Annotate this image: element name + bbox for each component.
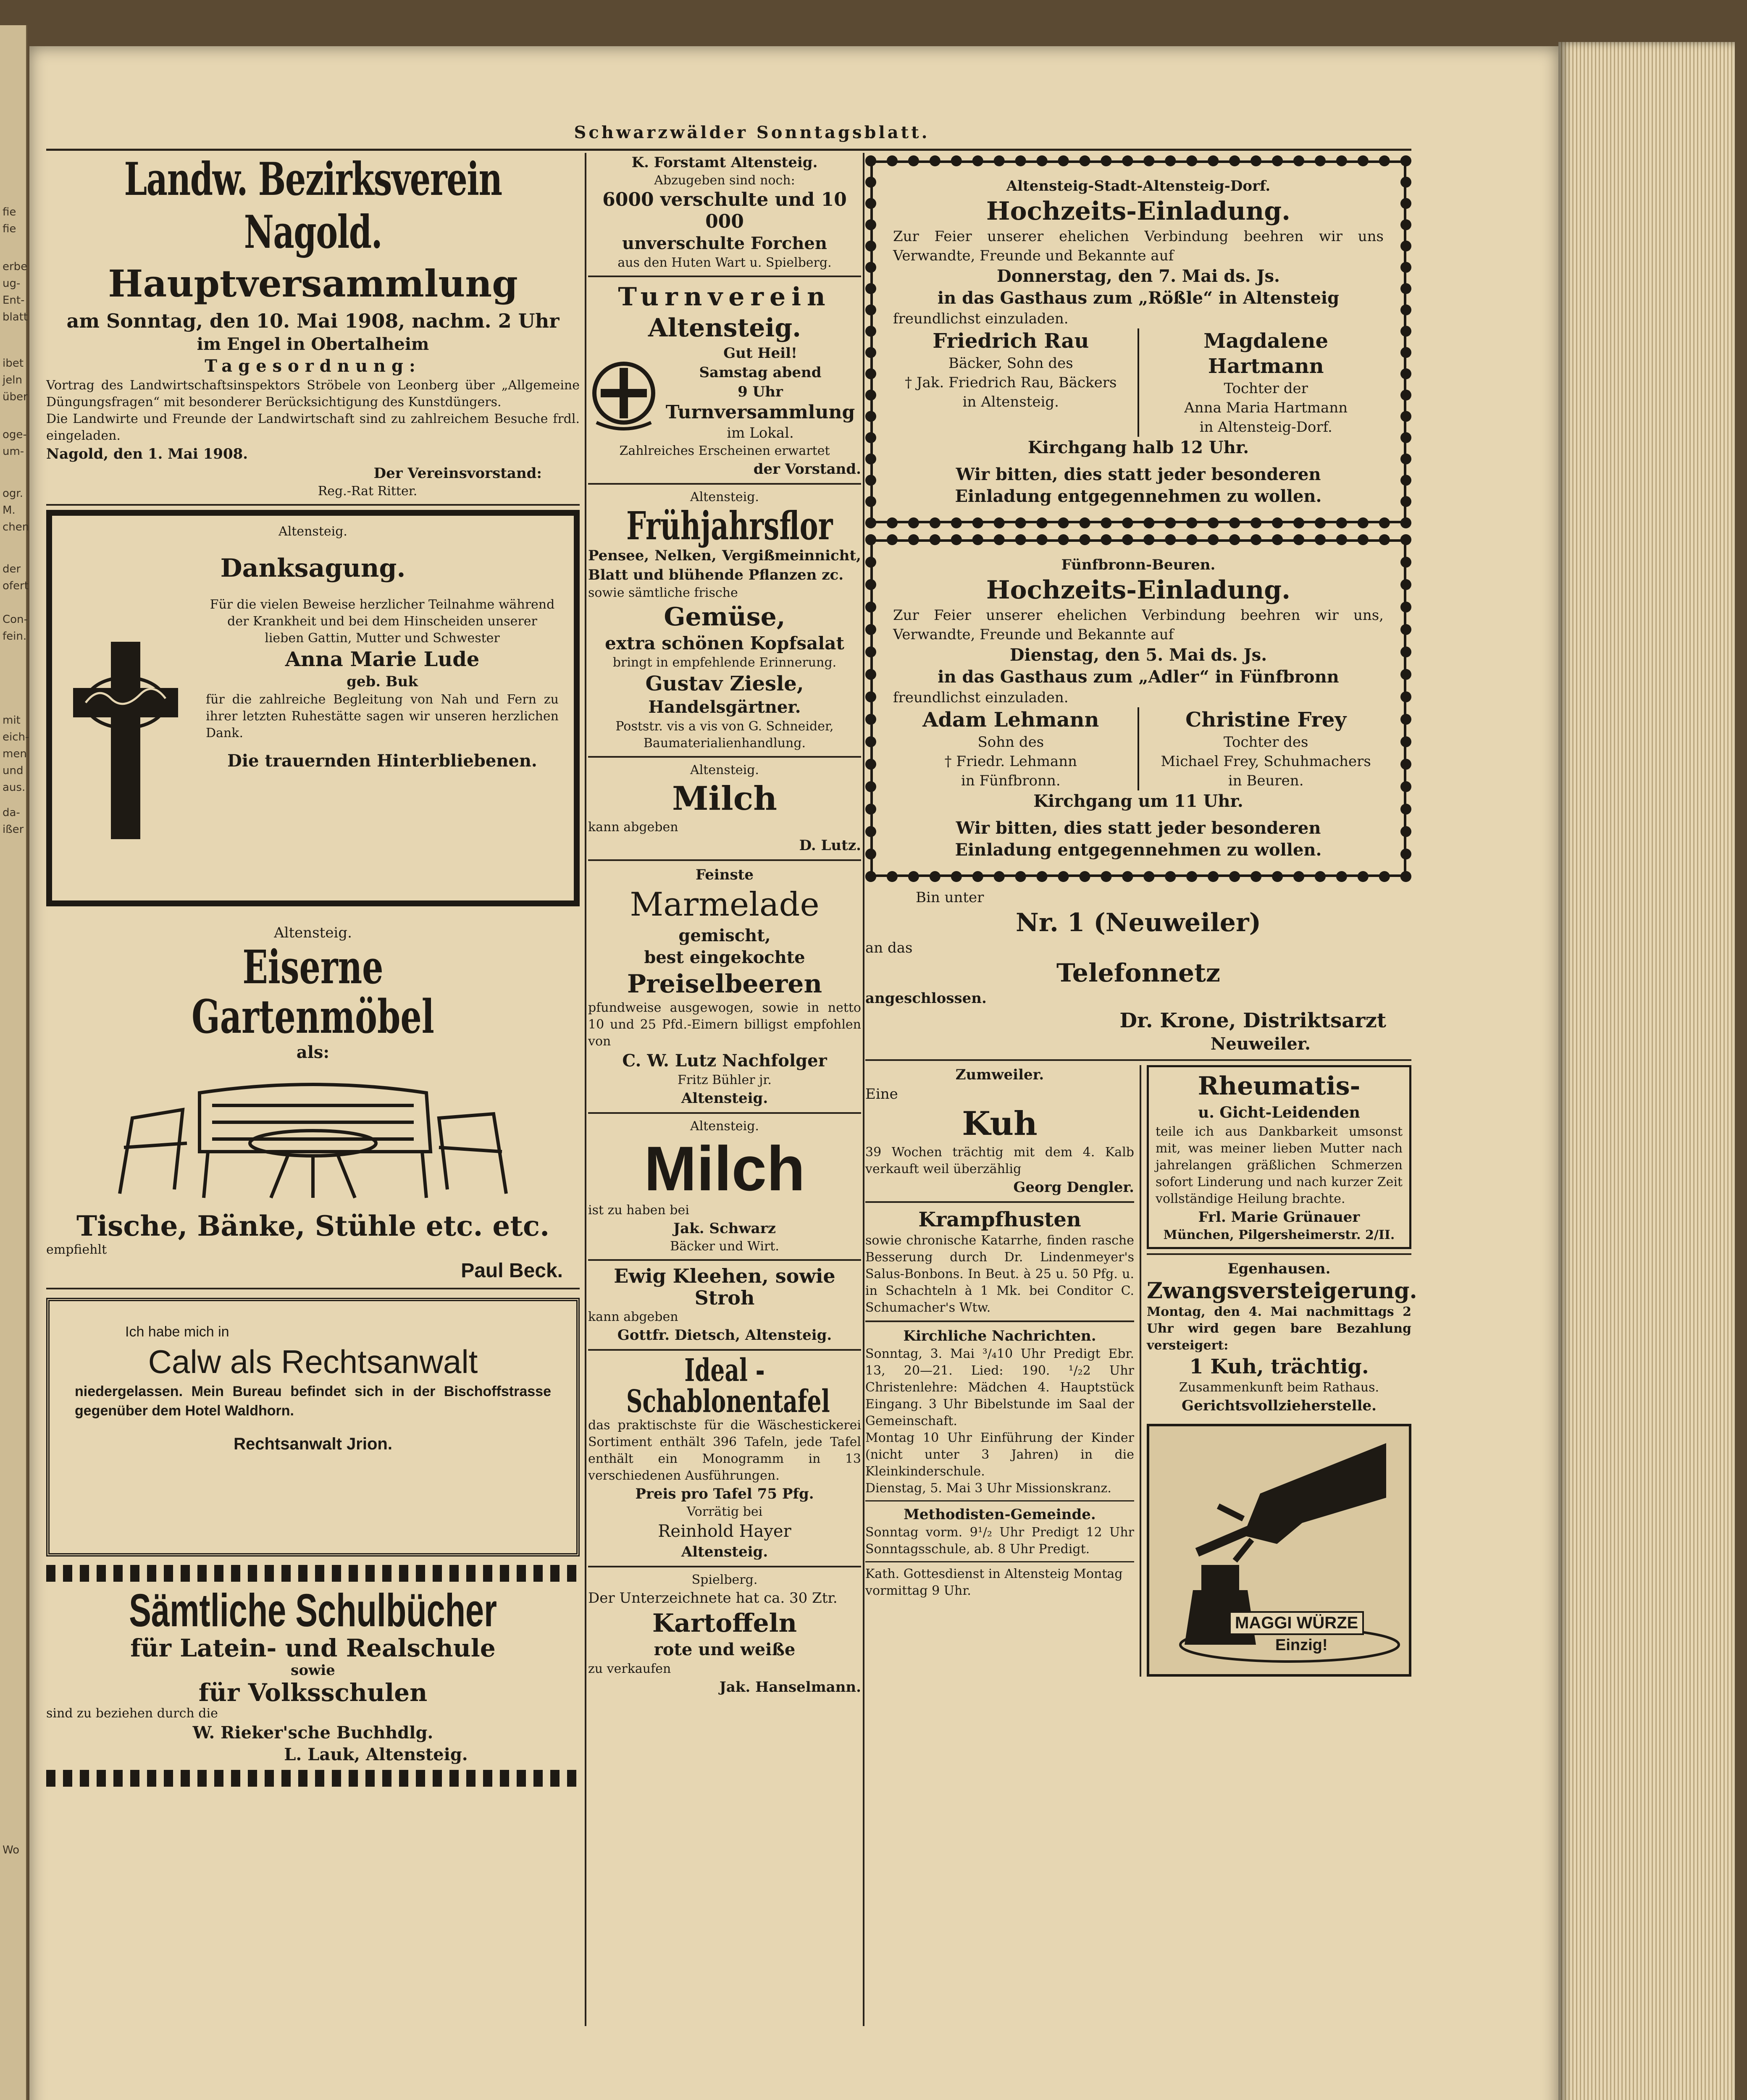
ad-telefon — [865, 888, 1411, 1055]
ad-title: Zwangsversteigerung. — [1147, 1278, 1417, 1304]
ad-signature: Gerichtsvollzieherstelle. — [1182, 1397, 1377, 1414]
ad-place: im Engel in Obertalheim — [197, 334, 429, 354]
ad-address: Poststr. vis a vis von G. Schneider, — [615, 719, 834, 734]
ad-place: Altensteig. — [690, 763, 759, 777]
catholic-service: Kath. Gottesdienst in Altensteig Montag vormittag 9 Uhr. — [865, 1567, 1123, 1598]
ad-place: Fünfbronn-Beuren. — [1061, 556, 1216, 573]
margin-fragment: fein. — [3, 630, 27, 643]
ad-line: im Lokal. — [727, 425, 794, 441]
agenda-heading: Tagesordnung: — [205, 356, 421, 376]
ad-line-2: für Latein- und Realschule — [130, 1634, 496, 1662]
ornament-border — [46, 1770, 580, 1787]
ad-title: Ewig Kleehen, sowie — [614, 1265, 835, 1287]
ad-line-3: für Volksschulen — [198, 1678, 428, 1707]
divider — [865, 1561, 1134, 1562]
margin-fragment: blatt — [3, 311, 28, 323]
ad-title: Turnverein — [618, 282, 831, 312]
margin-fragment: ofert — [3, 580, 29, 592]
ad-subtitle: Hauptversammlung — [108, 262, 518, 305]
ad-signature: Dr. Krone, Distriktsarzt — [1119, 1009, 1386, 1032]
margin-fragment: über — [3, 391, 28, 403]
ad-als: als: — [296, 1042, 330, 1062]
ad-zwangsversteigerung — [1147, 1259, 1417, 1415]
margin-fragment: um- — [3, 445, 24, 458]
ad-body: niedergelassen. Mein Bureau befindet sich in der Bischoffstrasse gegenüber dem Hotel Waldhorn. — [75, 1383, 551, 1419]
margin-fragment: mit — [3, 714, 21, 727]
ad-empfiehlt: empfiehlt — [46, 1242, 107, 1257]
divider — [865, 1059, 1411, 1061]
bride-name: Christine Frey — [1185, 708, 1347, 732]
ad-title: Rheumatis- — [1198, 1071, 1361, 1101]
margin-fragments — [0, 25, 29, 1856]
maggi-slogan: Einzig! — [1275, 1636, 1328, 1654]
ad-an: an das — [865, 940, 913, 956]
turner-emblem-icon — [588, 351, 659, 435]
margin-fragment: ißer — [3, 823, 24, 836]
ad-maggi — [1147, 1424, 1411, 1677]
ad-body: teile ich aus Dankbarkeit umsonst mit, was meiner lieben Mutter nach jahrelangen gräßlichen Schmerzen sofort Linderung und nach kurzer Zeit vollständige Heilung brachte. — [1156, 1124, 1403, 1206]
ad-body: Zur Feier unserer ehelichen Verbindung beehren wir uns, Verwandte, Freunde und Bekannte auf — [893, 607, 1384, 643]
ad-date: Donnerstag, den 7. Mai ds. Js. — [997, 266, 1280, 286]
margin-fragment: Wo — [3, 1844, 20, 1856]
ad-sub: rote und weiße — [654, 1640, 796, 1659]
ad-rechtsanwalt — [46, 1298, 580, 1557]
couple-separator — [1138, 707, 1139, 790]
margin-fragment: fie — [3, 206, 16, 218]
ad-signature-name: Reg.-Rat Ritter. — [318, 484, 418, 499]
divider — [588, 859, 861, 861]
ad-body: das praktischste für die Wäschestickerei Sortiment enthält 396 Tafeln, jede Tafel enthält ein Monogramm in 13 verschiedenen Ausführungen. — [588, 1418, 861, 1483]
methodist-service: Sonntag vorm. 9¹/₂ Uhr Predigt 12 Uhr Sonntagsschule, ab. 8 Uhr Predigt. — [865, 1525, 1134, 1557]
ad-turnverein — [588, 281, 861, 479]
ad-title: Danksagung. — [220, 554, 406, 583]
margin-fragment: jeln — [3, 374, 22, 386]
ad-firm-2: L. Lauk, Altensteig. — [284, 1745, 468, 1764]
ad-title: Kirchliche Nachrichten. — [903, 1328, 1096, 1344]
column-rule-1 — [585, 153, 586, 2026]
ad-place-2: in das Gasthaus zum „Adler“ in Fünfbronn — [938, 667, 1339, 687]
ad-title: Hochzeits-Einladung. — [986, 197, 1291, 226]
ad-head: Feinste — [695, 866, 754, 883]
ad-place: Altensteig. — [274, 924, 352, 941]
margin-fragment: Con- — [3, 613, 28, 626]
groom-line-3: in Altensteig. — [962, 394, 1059, 410]
ad-schulbuecher — [46, 1586, 580, 1766]
ad-line: Abzugeben sind noch: — [654, 173, 795, 188]
ad-body: Pensee, Nelken, Vergißmeinnicht, Blatt und blühende Pflanzen zc. — [588, 547, 861, 583]
methodist-heading: Methodisten-Gemeinde. — [904, 1506, 1096, 1523]
ad-sowie: sowie — [291, 1662, 335, 1679]
bride-line-2: Michael Frey, Schuhmachers — [1161, 753, 1371, 770]
ad-angeschlossen: angeschlossen. — [865, 990, 987, 1007]
ad-forstamt — [588, 153, 861, 271]
bride-line-2: Anna Maria Hartmann — [1184, 399, 1348, 416]
book-page-edges — [1558, 42, 1735, 2100]
couple-separator — [1138, 328, 1139, 437]
ad-firm: W. Rieker'sche Buchhdlg. — [192, 1723, 433, 1743]
ad-kirchliche-nachrichten — [865, 1326, 1134, 1599]
ad-title: Milch — [672, 780, 777, 818]
ad-line-2: best eingekochte — [644, 948, 805, 967]
ad-netz: Telefonnetz — [1056, 958, 1220, 988]
groom-line-2: † Friedr. Lehmann — [944, 753, 1077, 770]
ad-freund: freundlichst einzuladen. — [893, 689, 1069, 706]
margin-fragment: Ent- — [3, 294, 25, 307]
ad-signature: Der Vereinsvorstand: — [373, 465, 542, 482]
ad-body: kann abgeben — [588, 820, 678, 835]
ad-line-4: sind zu beziehen durch die — [46, 1706, 218, 1721]
ad-body: Zur Feier unserer ehelichen Verbindung beehren wir uns Verwandte, Freunde und Bekannte auf — [893, 228, 1384, 264]
deceased-name: Anna Marie Lude — [285, 648, 480, 671]
ornament-border — [46, 1565, 580, 1582]
ad-signature: Rechtsanwalt Jrion. — [234, 1435, 392, 1453]
ad-place: Altensteig. — [681, 1544, 768, 1560]
ad-sowie: sowie sämtliche frische — [588, 585, 738, 600]
margin-fragment: oge- — [3, 428, 27, 441]
ad-gemuese: Gemüse, — [664, 602, 785, 632]
garden-furniture-illustration — [103, 1068, 523, 1206]
groom-name: Adam Lehmann — [922, 708, 1099, 732]
column-3 — [865, 153, 1417, 1677]
ad-rheumatis — [1147, 1065, 1411, 1249]
ad-place: Altensteig-Stadt-Altensteig-Dorf. — [1006, 178, 1271, 194]
ad-place: Altensteig. — [648, 313, 801, 343]
ad-bitte: Wir bitten, dies statt jeder besonderen — [956, 818, 1321, 838]
ad-firm: C. W. Lutz Nachfolger — [622, 1051, 827, 1071]
ad-signature: D. Lutz. — [799, 837, 861, 854]
ad-eine: Eine — [865, 1086, 898, 1102]
ad-place: Spielberg. — [691, 1572, 758, 1587]
divider — [46, 1288, 580, 1289]
ad-body: kann abgeben — [588, 1310, 678, 1324]
bride-line: Tochter des — [1223, 734, 1308, 751]
masthead-rule — [46, 149, 1411, 151]
ad-title: Sämtliche Schulbücher — [129, 1585, 497, 1636]
groom-name: Friedrich Rau — [933, 329, 1089, 353]
ad-line: Gut Heil! — [723, 345, 797, 362]
ad-title: Kuh — [962, 1105, 1038, 1143]
margin-fragment: da- — [3, 806, 20, 819]
divider — [865, 1500, 1134, 1502]
column-2 — [588, 153, 861, 1697]
column-rule-inner — [1140, 1065, 1141, 1677]
margin-fragment: und — [3, 764, 24, 777]
ad-event: Turnversammlung — [665, 402, 855, 423]
ad-line-4: aus den Huten Wart u. Spielberg. — [617, 255, 832, 270]
ad-title-2: Stroh — [694, 1286, 755, 1309]
service-sunday: Sonntag, 3. Mai ³/₄10 Uhr Predigt Ebr. 13, 20—21. Lied: 190. ¹/₂2 Uhr Christenlehre: Mädchen 4. Hauptstück Eingang. 3 Uhr Bibelstunde im Saal der Gemeinschaft. — [865, 1347, 1134, 1428]
cross-icon — [69, 625, 182, 843]
ad-zu: zu verkaufen — [588, 1662, 671, 1676]
ad-place: Altensteig. — [681, 1090, 768, 1107]
ad-marmelade — [588, 865, 861, 1108]
ad-place: Altensteig. — [690, 1119, 759, 1134]
ad-signature: Georg Dengler. — [1013, 1179, 1134, 1196]
ad-number: Nr. 1 (Neuweiler) — [1016, 908, 1261, 937]
ad-title: Krampfhusten — [918, 1208, 1081, 1231]
ad-signature: Jak. Schwarz — [673, 1220, 776, 1237]
ad-signature: Paul Beck. — [461, 1260, 563, 1282]
ad-body: Montag, den 4. Mai nachmittags 2 Uhr wird gegen bare Bezahlung versteigert: — [1147, 1305, 1411, 1353]
ad-title: Marmelade — [630, 886, 820, 924]
ad-milch-1 — [588, 762, 861, 855]
ad-title: Calw als Rechtsanwalt — [148, 1343, 478, 1380]
ad-line: 9 Uhr — [738, 383, 783, 400]
ad-line-3: unverschulte Forchen — [622, 234, 827, 253]
divider — [588, 276, 861, 277]
margin-fragment: der — [3, 563, 21, 575]
service-tuesday: Dienstag, 5. Mai 3 Uhr Missionskranz. — [865, 1481, 1111, 1496]
ad-dateline: Nagold, den 1. Mai 1908. — [46, 446, 248, 462]
ad-date: am Sonntag, den 10. Mai 1908, nachm. 2 Uhr — [66, 310, 560, 332]
ad-place: Altensteig. — [690, 490, 759, 504]
lower-right-area — [865, 1065, 1417, 1677]
ad-place: Neuweiler. — [1210, 1034, 1311, 1054]
ad-bin: Bin unter — [916, 889, 984, 906]
ad-signature: Die trauernden Hinterbliebenen. — [227, 751, 537, 771]
lower-right-left — [865, 1065, 1134, 1677]
ad-kirchgang: Kirchgang halb 12 Uhr. — [1027, 438, 1249, 457]
ad-vorraetig: Vorrätig bei — [686, 1504, 763, 1519]
margin-fragment: fie — [3, 223, 16, 235]
ad-body: ist zu haben bei — [588, 1203, 689, 1218]
divider — [588, 1112, 861, 1114]
ad-line: gemischt, — [678, 926, 771, 945]
margin-fragment: M. — [3, 504, 16, 517]
ad-sub: u. Gicht-Leidenden — [1198, 1104, 1360, 1121]
service-monday: Montag 10 Uhr Einführung der Kinder (nicht unter 3 Jahren) in die Kleinkinderschule. — [865, 1431, 1134, 1479]
ad-name: Reinhold Hayer — [658, 1522, 791, 1541]
ad-body: sowie chronische Katarrhe, finden rasche Besserung durch Dr. Lindenmeyer's Salus-Bonbons. In Beut. à 25 u. 50 Pfg. u. in Schachteln à 1 Mk. bei Conditor C. Schumacher's Wtw. — [865, 1233, 1134, 1315]
divider — [588, 1349, 861, 1351]
ad-danksagung — [46, 510, 580, 906]
ad-title: Milch — [644, 1133, 805, 1204]
deceased-born: geb. Buk — [347, 673, 418, 690]
ad-place: Zumweiler. — [955, 1066, 1044, 1083]
ad-name: Gustav Ziesle, — [645, 672, 804, 696]
ad-address: München, Pilgersheimerstr. 2/II. — [1163, 1228, 1395, 1242]
ad-place: Altensteig. — [278, 524, 347, 539]
divider — [46, 504, 580, 506]
ad-date: Dienstag, den 5. Mai ds. Js. — [1009, 645, 1267, 665]
margin-fragment: ug- — [3, 277, 21, 290]
margin-fragment: chen — [3, 521, 29, 533]
ad-address-2: Baumaterialienhandlung. — [643, 736, 806, 751]
ad-line: Samstag abend — [699, 364, 822, 381]
ad-firm-2: Fritz Bühler jr. — [678, 1073, 772, 1087]
ad-kartoffeln — [588, 1572, 861, 1697]
ad-signature: Frl. Marie Grünauer — [1198, 1209, 1360, 1226]
ad-schablonentafel — [588, 1352, 861, 1562]
ad-bitte-2: Einladung entgegennehmen zu wollen. — [955, 840, 1322, 860]
groom-line-2: † Jak. Friedrich Rau, Bäckers — [905, 374, 1117, 391]
margin-fragment: men — [3, 748, 27, 760]
divider — [588, 756, 861, 758]
ad-hochzeit-1 — [865, 155, 1411, 528]
groom-line-3: in Fünfbronn. — [961, 772, 1061, 789]
previous-page-strip — [0, 25, 27, 2100]
ad-body: Zahlreiches Erscheinen erwartet — [619, 444, 830, 458]
bride-line: Tochter der — [1224, 380, 1308, 397]
margin-fragment: erbe — [3, 260, 28, 273]
ad-kuh — [865, 1065, 1134, 1197]
ad-signature: der Vorstand. — [753, 461, 861, 478]
divider — [865, 1320, 1134, 1322]
ad-body: Der Unterzeichnete hat ca. 30 Ztr. — [588, 1590, 838, 1606]
groom-line: Bäcker, Sohn des — [948, 355, 1073, 372]
ad-items: Tische, Bänke, Stühle etc. etc. — [76, 1210, 550, 1242]
ad-fruehjahrsflor — [588, 489, 861, 752]
ad-title: Hochzeits-Einladung. — [986, 575, 1291, 605]
ad-body: pfundweise ausgewogen, sowie in netto 10 und 25 Pfd.-Eimern billigst empfohlen von — [588, 1000, 861, 1049]
ad-freund: freundlichst einzuladen. — [893, 310, 1069, 327]
divider — [588, 1566, 861, 1567]
divider — [588, 1259, 861, 1261]
ad-item: 1 Kuh, trächtig. — [1189, 1355, 1369, 1378]
margin-fragment: aus. — [3, 781, 26, 794]
ad-place-2: in das Gasthaus zum „Rößle“ in Altensteig — [937, 288, 1340, 308]
ad-line: Ich habe mich in — [125, 1324, 229, 1340]
divider — [1147, 1253, 1411, 1255]
margin-fragment: ogr. — [3, 487, 23, 500]
bride-line-3: in Beuren. — [1228, 772, 1304, 789]
ad-milch-2 — [588, 1118, 861, 1255]
ad-hochzeit-2 — [865, 534, 1411, 882]
ad-kirchgang: Kirchgang um 11 Uhr. — [1033, 791, 1243, 811]
ad-klee — [588, 1265, 861, 1345]
lower-right-right — [1147, 1065, 1417, 1677]
column-rule-2 — [863, 153, 864, 2026]
margin-fragment: ibet — [3, 357, 24, 370]
ad-body: 39 Wochen trächtig mit dem 4. Kalb verkauft weil überzählig — [865, 1145, 1134, 1176]
column-1 — [46, 153, 580, 1791]
ad-line-3: Preiselbeeren — [627, 969, 822, 999]
ad-signature-2: Bäcker und Wirt. — [670, 1239, 779, 1254]
groom-line: Sohn des — [977, 734, 1044, 751]
ad-head: K. Forstamt Altensteig. — [631, 154, 818, 171]
ad-krampfhusten — [865, 1207, 1134, 1316]
ad-signature: Jak. Hanselmann. — [719, 1679, 861, 1696]
ad-title: Landw. Bezirksverein Nagold. — [124, 153, 502, 259]
ad-zusammenkunft: Zusammenkunft beim Rathaus. — [1179, 1380, 1379, 1395]
ad-bringt: bringt in empfehlende Erinnerung. — [612, 655, 837, 670]
ad-signature: Gottfr. Dietsch, Altensteig. — [617, 1327, 832, 1344]
ad-title: Ideal - Schablonentafel — [626, 1352, 830, 1420]
ad-title: Kartoffeln — [652, 1609, 797, 1638]
ad-body: Vortrag des Landwirtschaftsinspektors Ströbele von Leonberg über „Allgemeine Düngungsfragen“ mit besonderer Berücksichtigung des Kunstdüngers. — [46, 378, 580, 410]
ad-body-2: für die zahlreiche Begleitung von Nah und Fern zu ihrer letzten Ruhestätte sagen wir unseren herzlichen Dank. — [206, 692, 559, 740]
ad-price: Preis pro Tafel 75 Pfg. — [635, 1486, 814, 1502]
masthead: Schwarzwälder Sonntagsblatt. — [574, 123, 930, 142]
margin-fragment: eich- — [3, 731, 29, 743]
maggi-label: MAGGI WÜRZE — [1229, 1611, 1364, 1635]
ad-trade: Handelsgärtner. — [648, 697, 801, 717]
ad-gartenmoebel — [46, 923, 580, 1284]
ad-title: Frühjahrsflor — [626, 503, 833, 549]
ad-bitte-2: Einladung entgegennehmen zu wollen. — [955, 486, 1322, 506]
divider — [588, 483, 861, 485]
ad-line-2: 6000 verschulte und 10 000 — [602, 189, 847, 232]
ad-body: Für die vielen Beweise herzlicher Teilnahme während der Krankheit und bei dem Hinscheiden unserer lieben Gattin, Mutter und Schwester — [210, 597, 555, 646]
divider — [865, 1201, 1134, 1203]
bride-line-3: in Altensteig-Dorf. — [1199, 419, 1332, 436]
ad-title: Eiserne Gartenmöbel — [192, 940, 434, 1044]
ad-body-2: Die Landwirte und Freunde der Landwirtschaft sind zu zahlreichem Besuche frdl. eingeladen. — [46, 412, 580, 443]
ad-bitte: Wir bitten, dies statt jeder besonderen — [956, 465, 1321, 484]
ad-kopfsalat: extra schönen Kopfsalat — [605, 633, 844, 654]
bride-name: Magdalene Hartmann — [1203, 329, 1329, 378]
ad-bezirksverein — [46, 153, 580, 500]
ad-place: Egenhausen. — [1227, 1260, 1331, 1277]
